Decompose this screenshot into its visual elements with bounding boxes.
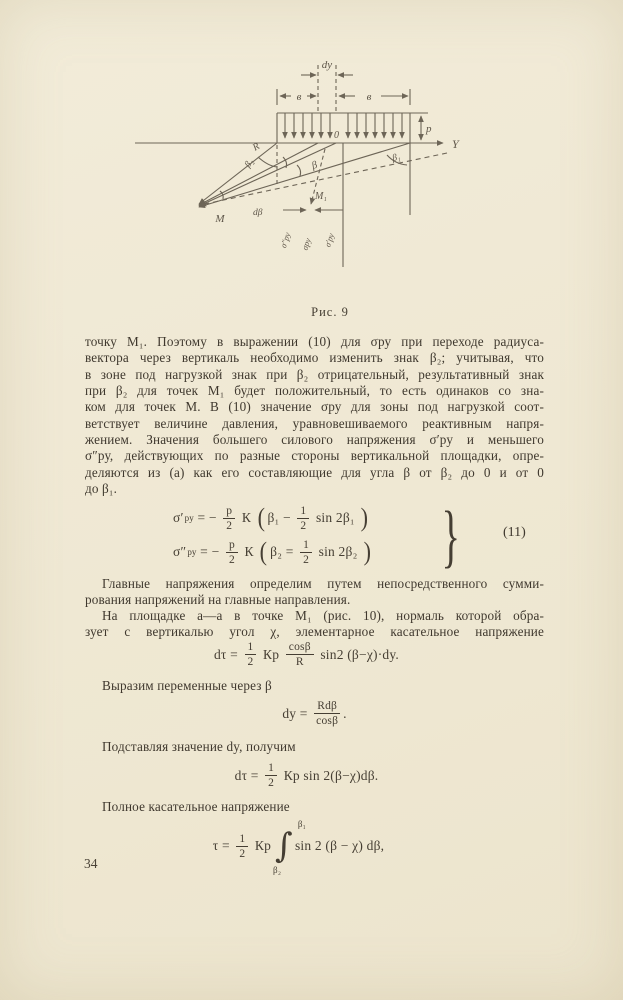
text-line: точку М₁. Поэтому в выражении (10) для σру при переходе радиуса- [85,334,544,349]
equation-tau-integral: τ = $\frac{1}{2}$ Кр ∫ β₁ β₂ sin 2 (β − χ) dβ, [212,819,385,875]
text-line: σ″ру, действующих по разные стороны вертикальной площадки, опре- [85,448,544,464]
figure-label-b-right: в [366,91,372,103]
text-line: при β₂ для точек М₁ будет положительный, то есть одинаков со зна- [85,383,544,399]
paragraph-1 [85,334,544,497]
figure-caption: Рис. 9 [311,305,349,319]
paragraph-2 [85,576,544,609]
text-line: ком для точек М. В (10) значение σру для зоны под нагрузкой соот- [85,399,544,415]
equation-number: (11) [503,525,526,540]
figure-label-origin: 0 [334,130,339,141]
text-line: Главные напряжения определим путем непосредственного сумми- [102,576,544,591]
text-line: вектора через вертикаль необходимо изменить знак β₂; учитывая, что [85,350,544,366]
text-line: зует с вертикалью угол χ, элементарное касательное напряжение [85,624,544,640]
figure-label-m: M [215,213,225,225]
figure-label-dbeta: dβ [253,208,263,218]
equation-dtau-2: dτ = $\frac{1}{2}$ Кр sin 2(β−χ)dβ. [234,762,379,789]
figure-label-beta2: β₂ [243,157,257,170]
figure-label-dy: dy [321,59,333,71]
text-line: в зоне под нагрузкой знак при β₂ отрицательный, результативный знак [85,366,544,382]
paragraph-3 [85,608,544,641]
text-line-vyrazim: Выразим переменные через β [102,678,272,693]
figure-label-p: p [426,123,432,135]
figure-label-beta: β [310,159,319,172]
figure-label-beta1: β₁ [391,152,402,164]
system-brace: } [441,498,461,575]
equation-dtau-1: dτ = $\frac{1}{2}$ Кр $\frac{\cos\beta}{R}$ sin2 (β−χ)·dy. [213,641,399,668]
equation-11-line-1: σ′ ру = − $\frac{p}{2}$ К ( β₁ − $\frac{1}{2}$ sin 2β₁ ) [173,503,369,532]
equation-11-block [85,498,555,577]
figure-label-r: R [250,140,262,154]
text-line-polnoe: Полное касательное напряжение [102,799,290,814]
figure-label-sigma-left: σ″ру [277,231,293,250]
page-number: 34 [84,856,98,871]
text-line-podstavlyaya: Подставляя значение dy, получим [102,739,296,754]
equation-dy: dy = $\frac{\text{Rdβ}}{\cos\beta}$ . [282,700,347,727]
figure-label-m1: M₁ [315,191,327,202]
figure-label-y-axis: Y [452,137,459,151]
text-line: деляются из (а) как его составляющие для угла β от β₂ до 0 и от 0 [85,464,544,480]
figure-label-b-left: в [296,91,302,103]
text-line: На площадке а—а в точке М₁ (рис. 10), нормаль которой обра- [102,608,544,623]
text-line: рования напряжений на главные направления. [85,592,351,608]
figure-label-sigma-right: σ′ру [322,231,337,249]
text-line: жением. Значения большего силового напряжения σ′ру и меньшего [85,432,544,448]
text-line: до β₁. [85,481,118,497]
figure-label-sigma-mid: σру [299,236,313,252]
figure-9-diagram [125,45,475,303]
text-line: ветствует величине давления, уравновешиваемого реактивным напря- [85,415,544,431]
distributed-load-hatching [285,113,402,138]
equation-11-line-2: σ″ ру = − $\frac{p}{2}$ К ( β₂ = $\frac{1}{2}$ sin 2β₂ ) [173,537,372,566]
